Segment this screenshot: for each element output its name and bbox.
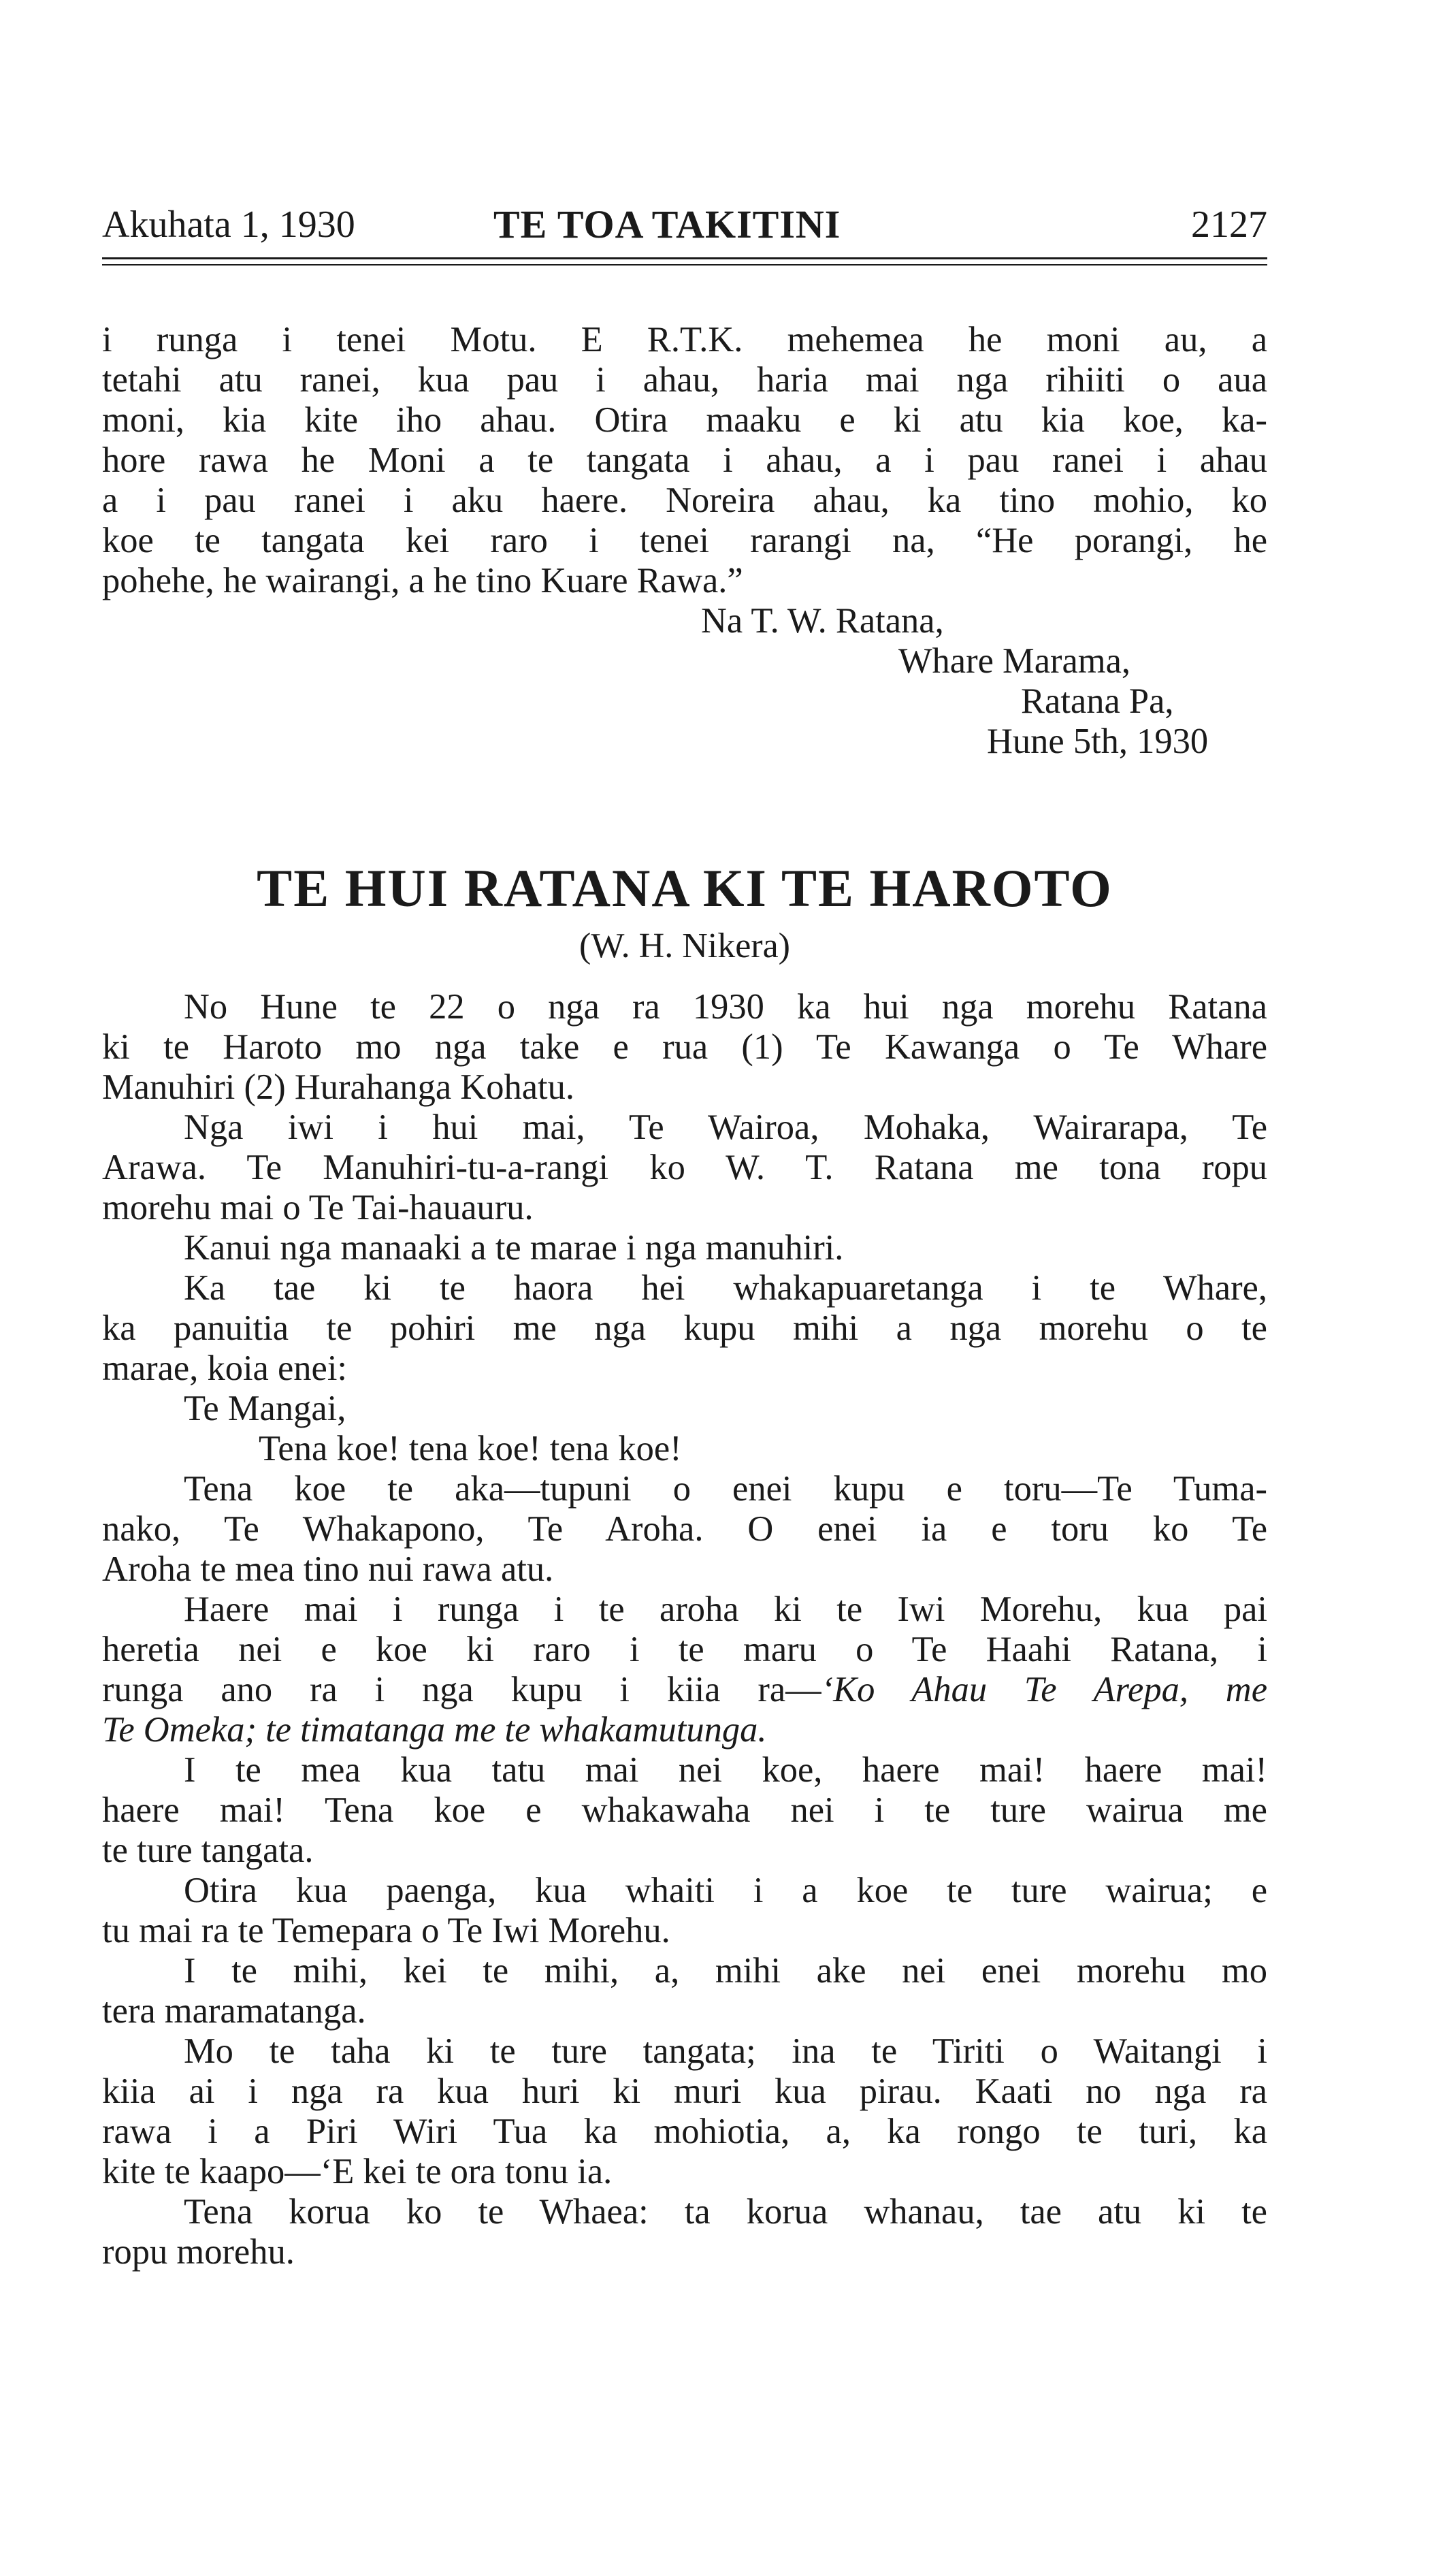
article-line-text: nako, Te Whakapono, Te Aroha. O enei ia e toru ko Te	[102, 1509, 1267, 1549]
article-line	[102, 1268, 1267, 1308]
article-body	[102, 987, 1267, 2272]
article-line	[102, 987, 1267, 1027]
letter-line: hore rawa he Moni a te tangata i ahau, a i pau ranei i ahau	[102, 440, 1267, 480]
article-line-text: tu mai ra te Temepara o Te Iwi Morehu.	[102, 1911, 670, 1950]
article-line-text: Otira kua paenga, kua whaiti i a koe te ture wairua; e	[184, 1871, 1267, 1910]
letter-line: i runga i tenei Motu. E R.T.K. mehemea he moni au, a	[102, 320, 1267, 359]
article-line-text: Ka tae ki te haora hei whakapuaretanga i te Whare,	[184, 1268, 1267, 1308]
article-line	[102, 1590, 1267, 1630]
article-line-text: ki te Haroto mo nga take e rua (1) Te Kawanga o Te Whare	[102, 1027, 1267, 1067]
article-line	[102, 2192, 1267, 2232]
article-line	[102, 1549, 1267, 1590]
article-line-text: I te mihi, kei te mihi, a, mihi ake nei enei morehu mo	[184, 1951, 1267, 1991]
article-line	[102, 1670, 1267, 1710]
article-line	[102, 1831, 1267, 1871]
article-line-text: Arawa. Te Manuhiri-tu-a-rangi ko W. T. Ratana me tona ropu	[102, 1148, 1267, 1187]
article-line-text: te ture tangata.	[102, 1831, 314, 1870]
article-line	[102, 1067, 1267, 1108]
article-line-text: Manuhiri (2) Hurahanga Kohatu.	[102, 1067, 574, 1107]
article-line-text: tera maramatanga.	[102, 1991, 366, 2031]
article-byline: (W. H. Nikera)	[579, 927, 790, 965]
article-line	[102, 1911, 1267, 1951]
article-line-text: kiia ai i nga ra kua huri ki muri kua pirau. Kaati no nga ra	[102, 2072, 1267, 2111]
newspaper-page	[102, 0, 1267, 2576]
article-line	[102, 2152, 1267, 2192]
article-line	[102, 1991, 1267, 2031]
article-line	[102, 1630, 1267, 1670]
article-line-text: Tena koe te aka—tupuni o enei kupu e toru—Te Tuma-	[184, 1469, 1267, 1509]
page-header	[102, 197, 1267, 252]
article-line-text: Haere mai i runga i te aroha ki te Iwi Morehu, kua pai	[184, 1590, 1267, 1629]
article-line-text: Te Mangai,	[184, 1389, 346, 1428]
signature-place: Whare Marama,	[898, 641, 1131, 681]
article-line	[102, 1188, 1267, 1228]
article-line-text: Nga iwi i hui mai, Te Wairoa, Mohaka, Wairarapa, Te	[184, 1108, 1267, 1147]
article-line-text: kite te kaapo—‘E kei te ora tonu ia.	[102, 2152, 613, 2191]
article-line-text: runga ano ra i nga kupu i kiia ra—	[102, 1670, 821, 1709]
article-line-text: morehu mai o Te Tai-hauauru.	[102, 1188, 534, 1227]
article-line	[102, 1027, 1267, 1067]
article-line-italic: ‘Ko Ahau Te Arepa, me	[821, 1670, 1267, 1709]
article-line	[102, 1389, 1267, 1429]
header-rule-top	[102, 257, 1267, 259]
letter-line: koe te tangata kei raro i tenei rarangi na, “He porangi, he	[102, 521, 1267, 560]
signature-name: Na T. W. Ratana,	[701, 601, 944, 641]
page-number: 2127	[1191, 204, 1267, 246]
letter-line: moni, kia kite iho ahau. Otira maaku e ki atu kia koe, ka-	[102, 400, 1267, 440]
article-line	[102, 1148, 1267, 1188]
signature-place: Ratana Pa,	[1021, 681, 1174, 721]
article-line-text: Tena koe! tena koe! tena koe!	[259, 1429, 682, 1468]
article-line-text: rawa i a Piri Wiri Tua ka mohiotia, a, ka rongo te turi, ka	[102, 2112, 1267, 2151]
article-line-text: Kanui nga manaaki a te marae i nga manuhiri.	[184, 1228, 844, 1268]
article-line-text: ropu morehu.	[102, 2232, 295, 2272]
article-line-text: ka panuitia te pohiri me nga kupu mihi a nga morehu o te	[102, 1308, 1267, 1348]
article-line	[102, 1308, 1267, 1349]
article-line	[102, 1710, 1267, 1750]
article-line-italic: Te Omeka; te timatanga me te whakamutunga.	[102, 1710, 767, 1750]
article-line-text: Mo te taha ki te ture tangata; ina te Tiriti o Waitangi i	[184, 2031, 1267, 2071]
article-line-text: Tena korua ko te Whaea: ta korua whanau, tae atu ki te	[184, 2192, 1267, 2232]
article-line	[102, 1469, 1267, 1509]
header-date: Akuhata 1, 1930	[102, 204, 355, 246]
article-line	[102, 1790, 1267, 1831]
article-line-text: marae, koia enei:	[102, 1349, 348, 1388]
article-line	[102, 2112, 1267, 2152]
article-line	[102, 1349, 1267, 1389]
letter-line: tetahi atu ranei, kua pau i ahau, haria mai nga rihiiti o aua	[102, 360, 1267, 400]
article-line-text: No Hune te 22 o nga ra 1930 ka hui nga morehu Ratana	[184, 987, 1267, 1027]
article-line	[102, 1750, 1267, 1790]
article-line	[102, 1429, 1267, 1469]
letter-line: a i pau ranei i aku haere. Noreira ahau, ka tino mohio, ko	[102, 481, 1267, 520]
letter-line: pohehe, he wairangi, a he tino Kuare Rawa.”	[102, 561, 743, 600]
article-line	[102, 1228, 1267, 1268]
article-line	[102, 2072, 1267, 2112]
article-line	[102, 1509, 1267, 1549]
article-line	[102, 1951, 1267, 1991]
article-line	[102, 1108, 1267, 1148]
article-line-text: haere mai! Tena koe e whakawaha nei i te ture wairua me	[102, 1790, 1267, 1830]
article-line	[102, 2232, 1267, 2272]
article-line	[102, 2031, 1267, 2072]
letter-text	[102, 320, 1267, 762]
article-line-text: Aroha te mea tino nui rawa atu.	[102, 1549, 554, 1589]
publication-title: TE TOA TAKITINI	[493, 202, 841, 246]
header-rule-bottom	[102, 264, 1267, 265]
article-title: TE HUI RATANA KI TE HAROTO	[257, 858, 1113, 918]
signature-date: Hune 5th, 1930	[987, 722, 1209, 761]
article-line-text: I te mea kua tatu mai nei koe, haere mai! haere mai!	[184, 1750, 1267, 1790]
article-line	[102, 1871, 1267, 1911]
article-line-text: heretia nei e koe ki raro i te maru o Te Haahi Ratana, i	[102, 1630, 1267, 1669]
